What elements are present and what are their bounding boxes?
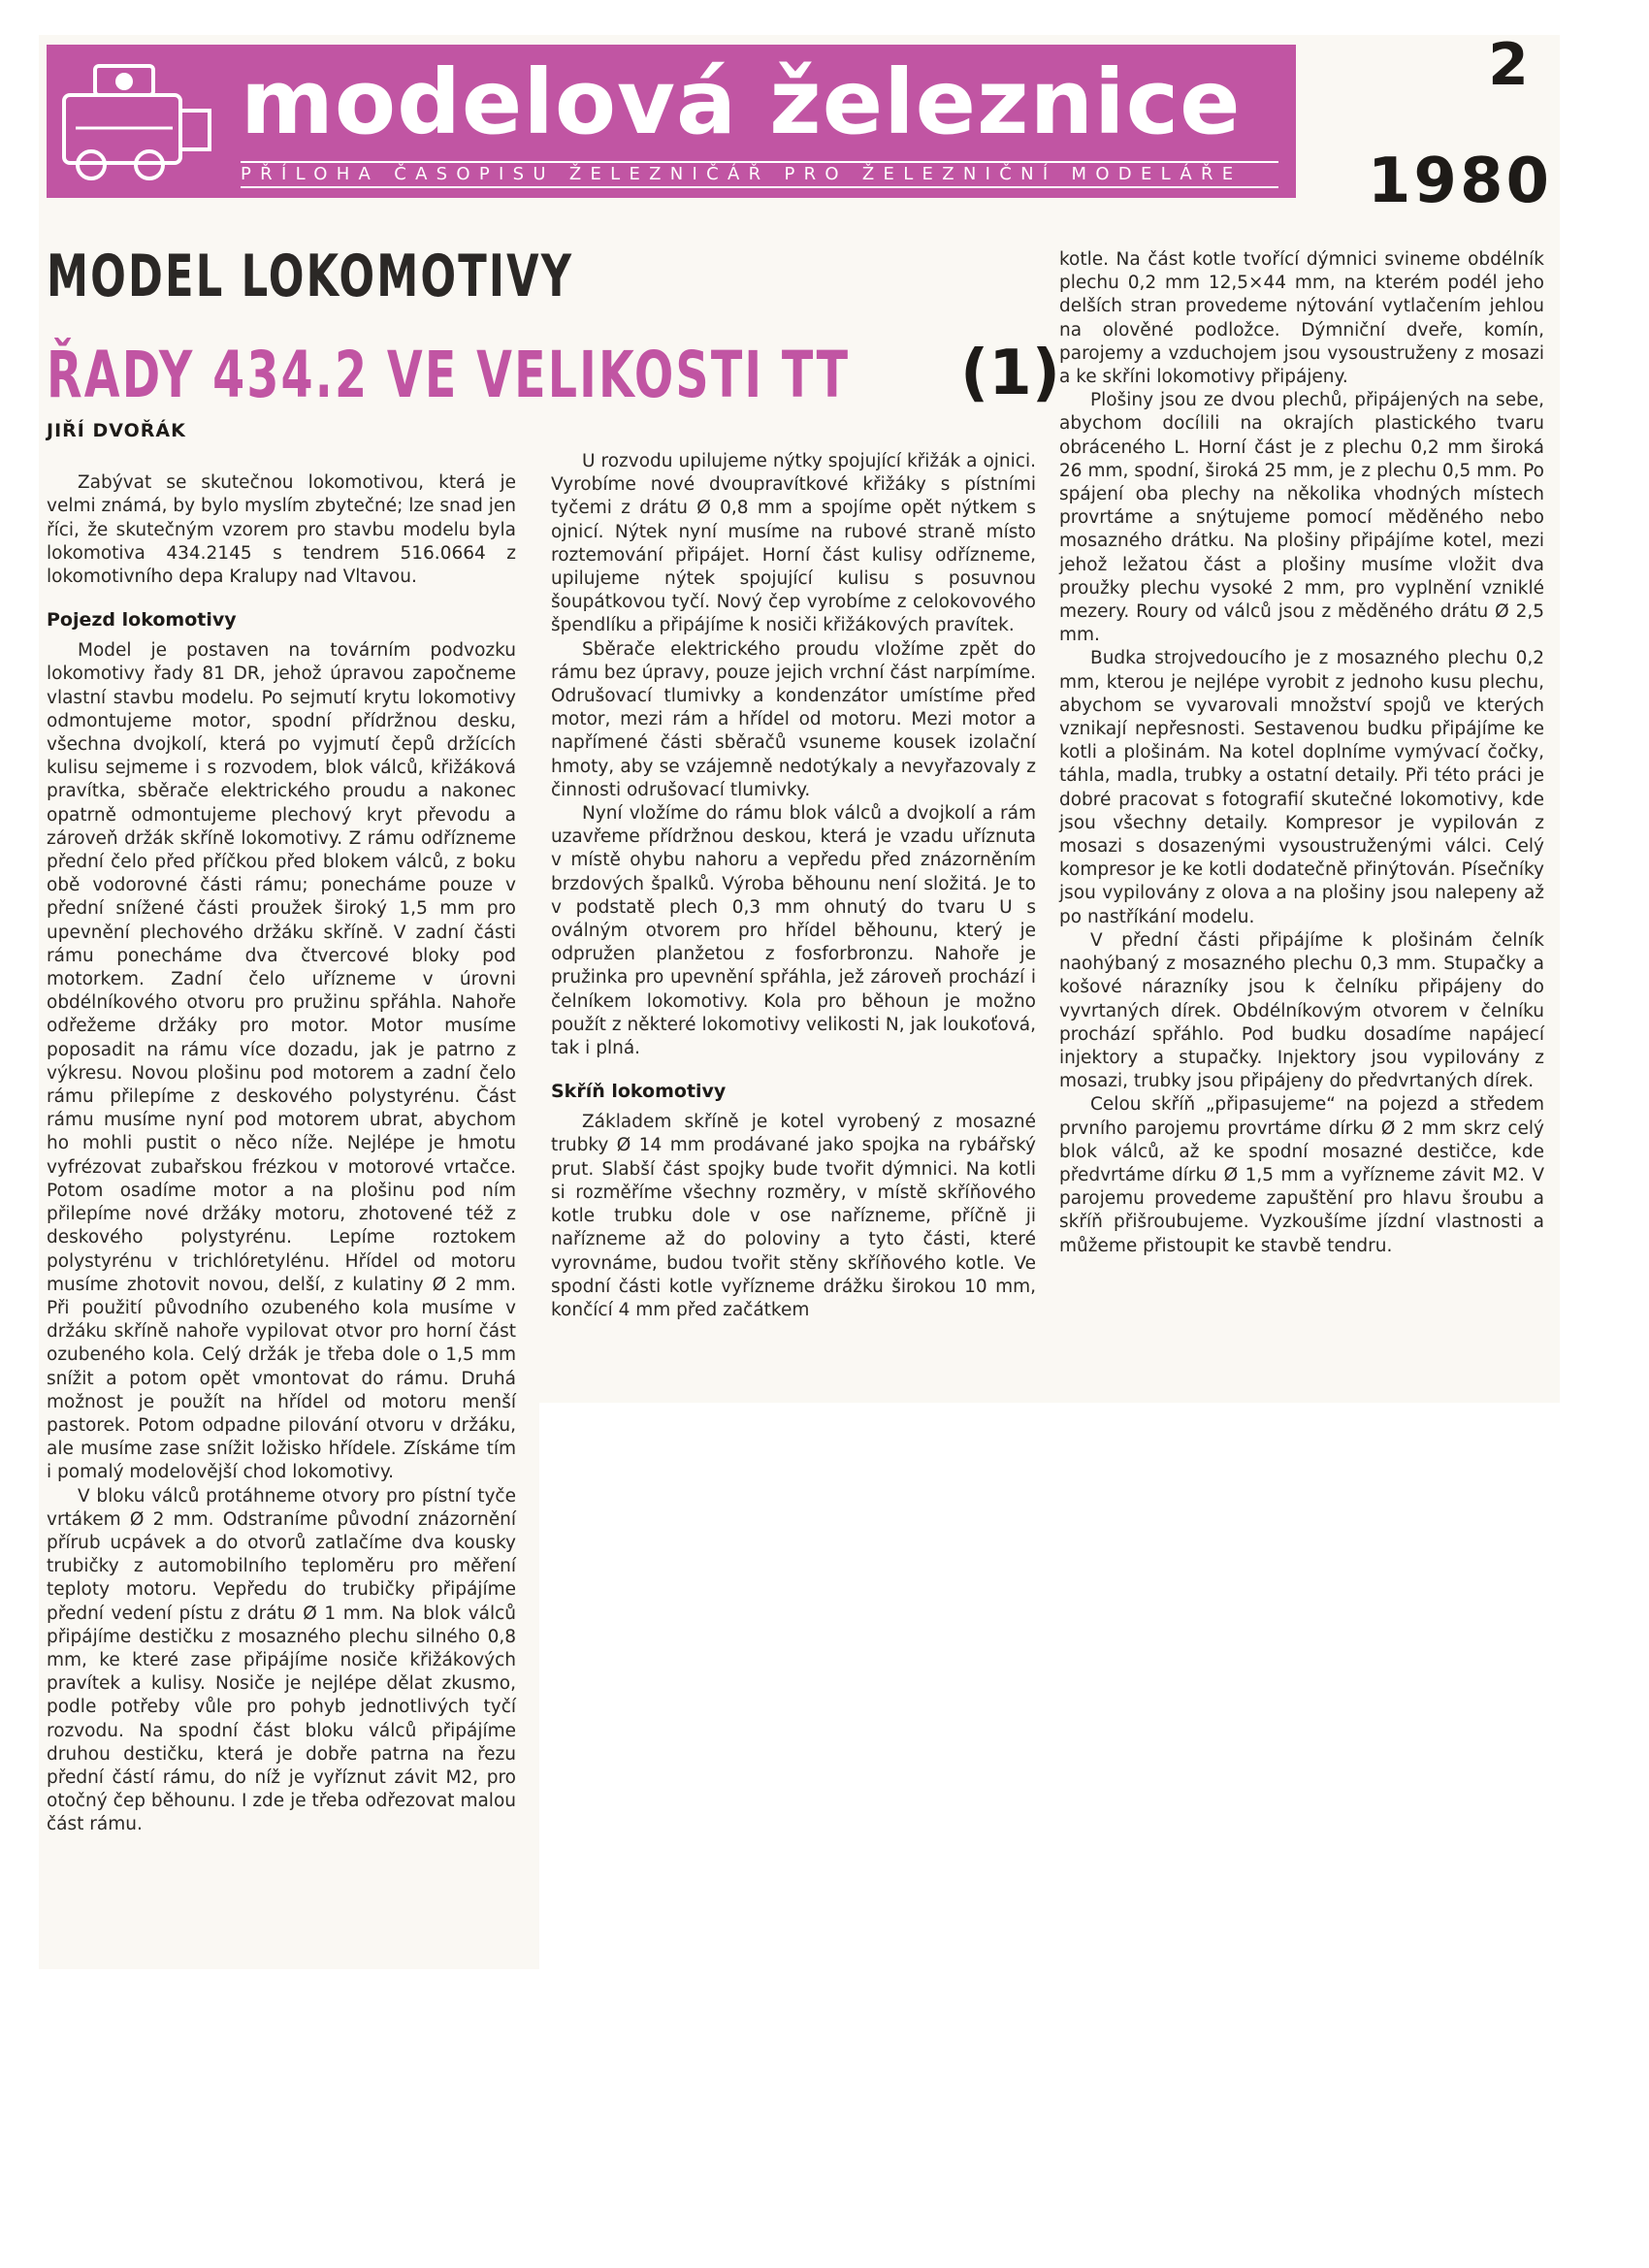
paragraph: Základem skříně je kotel vyrobený z mosazné trubky Ø 14 mm prodávané jako spojka na rybářský prut. Slabší část spojky bude tvořit dýmnici. Na kotli si rozměříme všechny rozměry, v místě skříňového kotle trubku dole v ose nařízneme, příčně ji nařízneme až do poloviny a tyto části, které vyrovnáme, budou tvořit stěny skříňového kotle. Ve spodní části kotle vyřízneme drážku širokou 10 mm, končící 4 mm před začátkem xyxy=(551,1112,1036,1320)
intro-paragraph: Zabývat se skutečnou lokomotivou, která je velmi známá, by bylo myslím zbytečné; lze snad jen říci, že skutečným vzorem pro stavbu modelu byla lokomotiva 434.2145 s tendrem 516.0664 z lokomotivního depa Kralupy nad Vltavou. xyxy=(47,472,516,588)
section-heading-pojezd: Pojezd lokomotivy xyxy=(47,609,237,632)
masthead-title: modelová železnice xyxy=(241,50,1242,154)
author-byline: JIŘÍ DVOŘÁK xyxy=(47,420,186,441)
paragraph: kotle. Na část kotle tvořící dýmnici svineme obdélník plechu 0,2 mm 12,5×44 mm, na kterém podél jeho delších stran provedeme nýtování vytlačením jehlou na olověné podložce. Dýmniční dveře, komín, parojemy a vzduchojem jsou vysoustruženy z mosazi a ke skříni lokomotivy připájeny. xyxy=(1059,249,1544,388)
masthead-subtitle: PŘÍLOHA ČASOPISU ŽELEZNIČÁŘ PRO ŽELEZNIČNÍ MODELÁŘE xyxy=(241,161,1278,188)
issue-year: 1980 xyxy=(1367,146,1552,217)
paragraph: V bloku válců protáhneme otvory pro pístní tyče vrtákem Ø 2 mm. Odstraníme původní znázornění přírub ucpávek a do otvorů zatlačíme dva kousky trubičky z automobilního teploměru pro měření teploty motoru. Vepředu do trubičky připájíme přední vedení pístu z drátu Ø 1 mm. Na blok válců připájíme destičku z mosazného plechu silného 0,8 mm, ke které zase připájíme nosiče křižákových pravítek a kulisy. Nosiče je nejlépe dělat zkusmo, podle potřeby vůle pro pohyb jednotlivých tyčí rozvodu. Na spodní část bloku válců připájíme druhou destičku, která je dobře patrna na řezu přední částí rámu, do níž je vyříznut závit M2, pro otočný čep běhounu. I zde je třeba odřezovat malou část rámu. xyxy=(47,1485,516,1835)
paragraph: Model je postaven na továrním podvozku lokomotivy řady 81 DR, jehož úpravou započneme vlastní stavbu modelu. Po sejmutí krytu lokomotivy odmontujeme motor, spodní přídržnou desku, všechna dvojkolí, která po vyjmutí čepů držících kulisu sejmeme i s rozvodem, blok válců, křižáková pravítka, sběrače elektrického proudu a nakonec opatrně odmontujeme plechový kryt převodu a zároveň držák skříně lokomotivy. Z rámu odřízneme přední čelo před příčkou před blokem válců, z boku obě vodorovné části rámu; ponecháme pouze v přední snížené části proužek široký 1,5 mm pro upevnění plechového držáku skříně. V zadní části rámu ponecháme dva čtvercové bloky pod motorkem. Zadní čelo uřízneme v úrovni obdélníkového otvoru pro pružinu spřáhla. Nahoře odřežeme držáky pro motor. Motor musíme poposadit na rámu více dozadu, jak je patrno z výkresu. Novou plošinu pod motorem a zadní čelo rámu přilepíme z deskového polystyrénu. Část rámu musíme nyní pod motorem ubrat, abychom ho mohli pustit o něco níže. Nejlépe je hmotu vyfrézovat zubařskou frézkou v motorové vrtačce. Potom osadíme motor a na plošinu pod ním přilepíme nové držáky motoru, zhotovené též z deskového polystyrénu. Lepíme roztokem polystyrénu v trichlóretylénu. Hřídel od motoru musíme zhotovit novou, delší, z kulatiny Ø 2 mm. Při použití původního ozubeného kola musíme v držáku skříně nahoře vypilovat otvor pro horní část ozubeného kola. Celý držák je třeba dole o 1,5 mm snížit a potom opět vmontovat do rámu. Druhá možnost je použít na hřídel od motoru menší pastorek. Potom odpadne pilování otvoru v držáku, ale musíme zase snížit ložisko hřídele. Získáme tím i pomalý modelovější chod lokomotivy. xyxy=(47,640,516,1483)
paragraph: Sběrače elektrického proudu vložíme zpět do rámu bez úpravy, pouze jejich vrchní část narpímíme. Odrušovací tlumivky a kondenzátor umístíme před motor, mezi rám a hřídel od motoru. Mezi motor a napřímené části sběračů vsuneme kousek izolační hmoty, aby se vzájemně nedotýkaly a nevyřazovaly z činnosti odrušovací tlumivky. xyxy=(551,638,1036,800)
headline-line1: MODEL LOKOMOTIVY xyxy=(47,243,574,310)
masthead-banner xyxy=(47,45,1296,198)
column-2 xyxy=(551,450,1036,1322)
section-heading-skrin: Skříň lokomotivy xyxy=(551,1081,727,1103)
column-1 xyxy=(47,419,516,1837)
part-number: (1) xyxy=(960,338,1061,409)
paragraph: Celou skříň „připasujeme“ na pojezd a středem prvního parojemu provrtáme dírku Ø 2 mm skrz celý blok válců, až ke spodní mosazné destičce, kde předvrtáme dírku Ø 1,5 mm a vyřízneme závit M2. V parojemu provedeme zapuštění pro hlavu šroubu a skříň přišroubujeme. Vyzkoušíme jízdní vlastnosti a můžeme přistoupit ke stavbě tendru. xyxy=(1059,1094,1544,1256)
issue-number: 2 xyxy=(1488,31,1529,99)
paragraph: U rozvodu upilujeme nýtky spojující křižák a ojnici. Vyrobíme nové dvoupravítkové křižáky s pístními tyčemi z drátu Ø 0,8 mm a spojíme opět nýtkem s ojnicí. Nýtek nyní musíme na rubové straně místo roztemování připájet. Horní část kulisy odřízneme, upilujeme nýtek spojující kulisu s posuvnou šoupátkovou tyčí. Nový čep vyrobíme z celokovového špendlíku a připájíme k nosiči křižákových pravítek. xyxy=(551,451,1036,636)
paragraph: Plošiny jsou ze dvou plechů, připájených na sebe, abychom docílili na okrajích plastického tvaru obráceného L. Horní část je z plechu 0,2 mm široká 26 mm, spodní, široká 25 mm, je z plechu 0,5 mm. Po spájení oba plechy na několika vhodných místech provrtáme a snýtujeme pomocí měděného nebo mosazného drátku. Na plošiny připájíme kotel, mezi jehož ležatou část a plošiny musíme vložit dva proužky plechu vysoké 2 mm, pro vyplnění vzniklé mezery. Roury od válců jsou z měděného drátu Ø 2,5 mm. xyxy=(1059,390,1544,646)
column-3 xyxy=(1059,248,1544,1258)
paragraph: Nyní vložíme do rámu blok válců a dvojkolí a rám uzavřeme přídržnou deskou, která je vzadu uříznuta v místě ohybu nahoru a vepředu před znázorněním brzdových špalků. Výroba běhounu není složitá. Je to v podstatě plech 0,3 mm ohnutý do tvaru U s oválným otvorem pro hřídel běhounu, který je odpružen planžetou z fosforbronzu. Nahoře je pružinka pro upevnění spřáhla, jež zároveň prochází i čelníkem lokomotivy. Kola pro běhoun je možno použít z některé lokomotivy velikosti N, jak loukoťová, tak i plná. xyxy=(551,803,1036,1059)
paragraph: Budka strojvedoucího je z mosazného plechu 0,2 mm, kterou je nejlépe vyrobit z jednoho kusu plechu, abychom se vyvarovali množství spojů ve kterých vznikají nepřesnosti. Sestavenou budku připájíme ke kotli a plošinám. Na kotel doplníme vymývací čočky, táhla, madla, trubky a ostatní detaily. Při této práci je dobré pracovat s fotografií skutečné lokomotivy, kde jsou všechny detaily. Kompresor je vypilován z mosazi s dosazenými vysoustruženými válci. Celý kompresor je ke kotli dodatečně přinýtován. Písečníky jsou vypilovány z olova a na plošiny jsou nalepeny až po nastříkání modelu. xyxy=(1059,648,1544,927)
locomotive-logo-icon xyxy=(56,56,221,184)
paragraph: V přední části připájíme k plošinám čelník naohýbaný z mosazného plechu 0,3 mm. Stupačky a košové nárazníky jsou k čelníku připájeny do vyvrtaných dírek. Obdélníkovým otvorem v čelníku prochází spřáhlo. Pod budku dosadíme napájecí injektory a stupačky. Injektory jsou vypilovány z mosazi, trubky jsou připájeny do předvrtaných dírek. xyxy=(1059,929,1544,1092)
headline-line2: ŘADY 434.2 VE VELIKOSTI TT xyxy=(47,338,851,412)
